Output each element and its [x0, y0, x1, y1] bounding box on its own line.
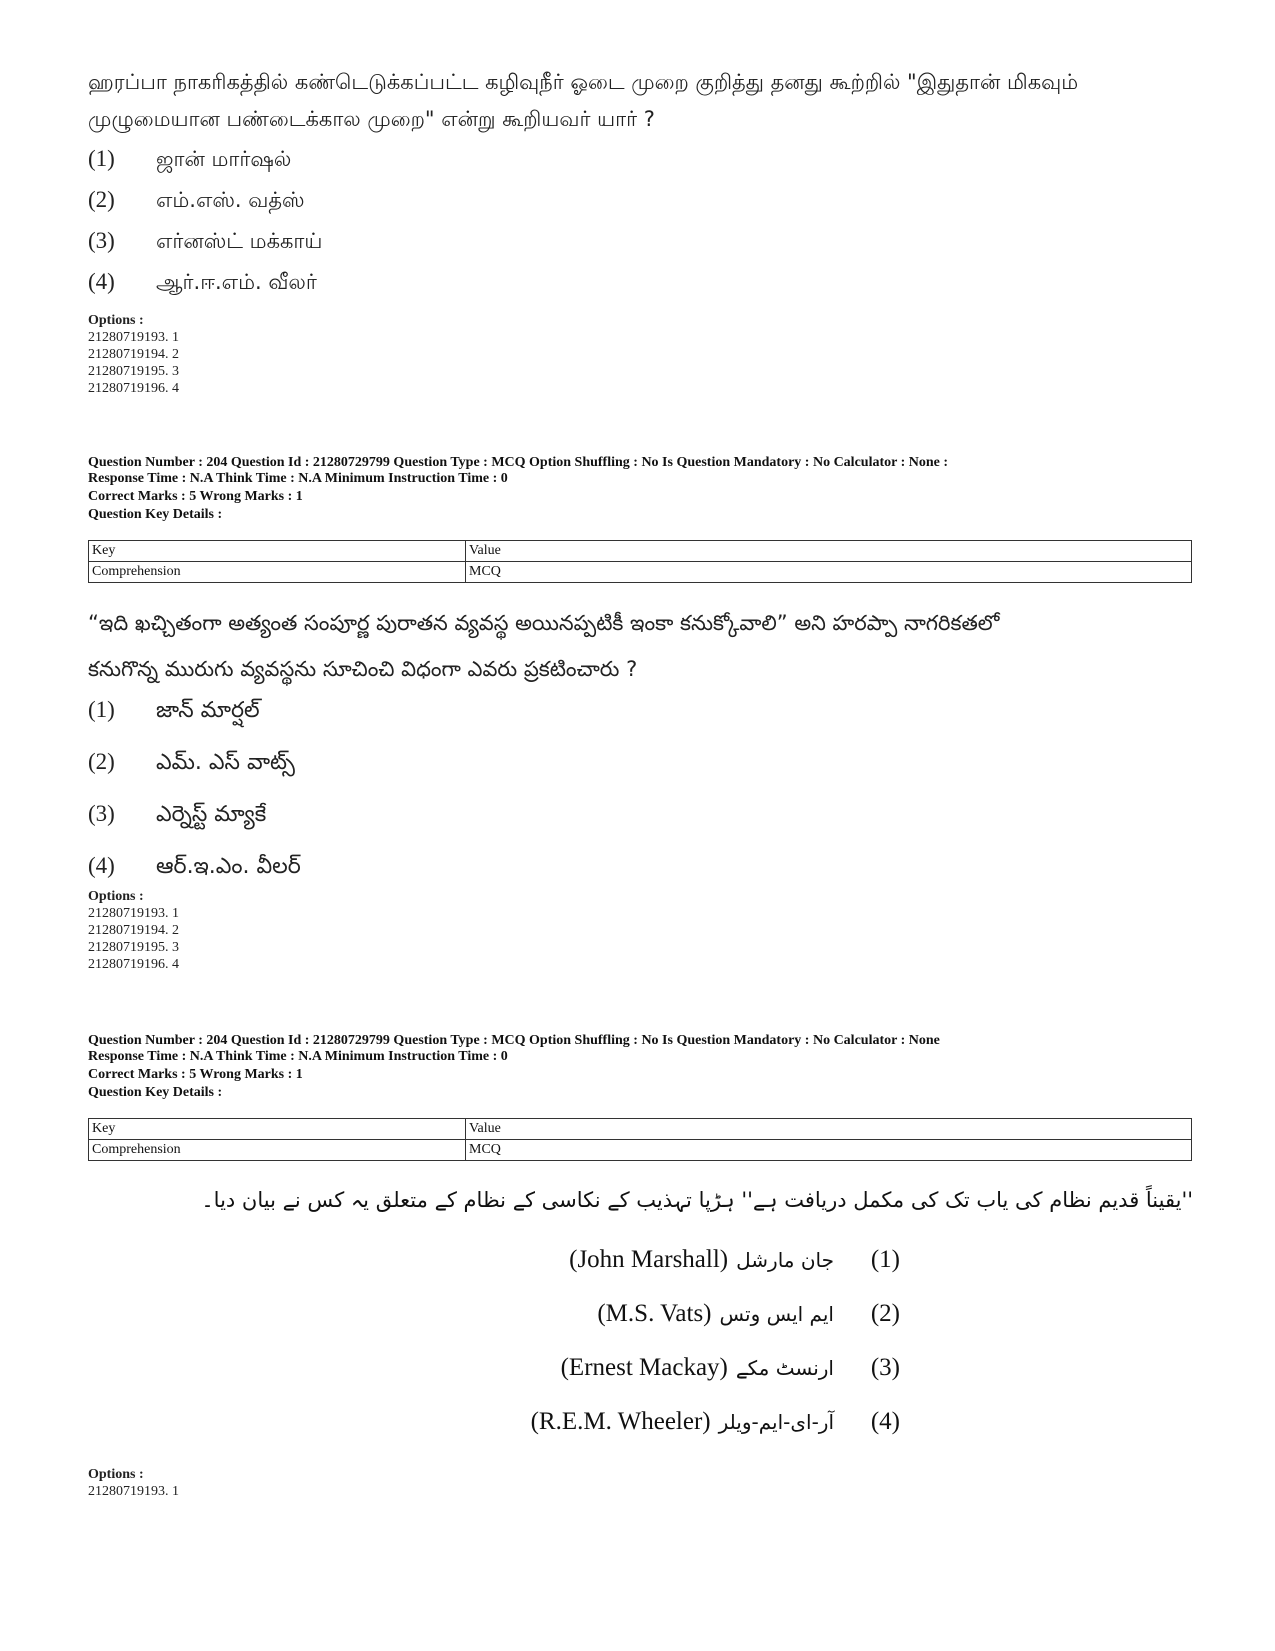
options-label: Options :	[88, 313, 144, 328]
option-urdu: ارنسٹ مکے	[735, 1356, 834, 1380]
tamil-option-4	[88, 261, 1188, 302]
tamil-option-2	[88, 179, 1188, 220]
option-english: (M.S. Vats)	[597, 1300, 712, 1327]
option-number: (4)	[88, 853, 115, 878]
option-id: 21280719196. 4	[88, 957, 179, 972]
table-header-value: Value	[466, 541, 1192, 562]
option-text: జాన్ మార్షల్	[156, 698, 260, 723]
tamil-option-3	[88, 220, 1188, 261]
table-cell-value: MCQ	[466, 1140, 1192, 1161]
table-cell-key: Comprehension	[89, 1140, 466, 1161]
option-text: ఆర్.ఇ.ఎం. వీలర్	[156, 854, 301, 879]
options-label: Options :	[88, 889, 144, 904]
table-cell-key: Comprehension	[89, 562, 466, 583]
option-id: 21280719194. 2	[88, 347, 179, 362]
option-text: ஆர்.ஈ.எம். வீலர்	[156, 270, 317, 294]
option-urdu: آر-ای-ایم-ویلر	[718, 1410, 834, 1434]
option-id: 21280719193. 1	[88, 1484, 179, 1499]
key-details-table-1	[88, 540, 1188, 583]
option-id: 21280719195. 3	[88, 940, 179, 955]
urdu-option-2	[300, 1286, 900, 1342]
option-number: (4)	[870, 1408, 900, 1435]
option-number: (1)	[88, 697, 115, 722]
meta-line: Question Key Details :	[88, 1085, 223, 1100]
option-id: 21280719193. 1	[88, 330, 179, 345]
meta-line: Correct Marks : 5 Wrong Marks : 1	[88, 1067, 303, 1082]
option-text: எம்.எஸ். வத்ஸ்	[156, 188, 305, 212]
options-label: Options :	[88, 1467, 144, 1482]
telugu-option-2	[88, 736, 1188, 788]
option-english: (John Marshall)	[569, 1246, 729, 1273]
option-urdu: ایم ایس وتس	[719, 1302, 834, 1326]
key-details-table-2	[88, 1118, 1188, 1161]
option-number: (2)	[88, 187, 115, 212]
question-line: “ఇది ఖచ్చితంగా అత్యంత సంపూర్ణ పురాతన వ్యవస్థ అయినప్పటికీ ఇంకా కనుక్కోవాలి” అని హరప్పా నాగరికతలో	[88, 611, 1000, 635]
urdu-option-1	[300, 1232, 900, 1288]
table-cell-value: MCQ	[466, 562, 1192, 583]
tamil-options-list	[88, 138, 1188, 302]
option-number: (1)	[870, 1246, 900, 1273]
telugu-option-1	[88, 684, 1188, 736]
telugu-options-ids	[88, 888, 1188, 973]
option-number: (4)	[88, 269, 115, 294]
meta-line: Question Number : 204 Question Id : 21280729799 Question Type : MCQ Option Shuffling : No Is Question Mandatory : No Calculator : None	[88, 1033, 940, 1048]
urdu-question-text: ''یقیناً قدیم نظام کی یاب تک کی مکمل دریافت ہے'' ہڑپا تہذیب کے نکاسی کے نظام کے متعلق یہ کس نے بیان دیا۔	[201, 1188, 1193, 1212]
telugu-question-text	[88, 600, 1188, 692]
question-line: కనుగొన్న మురుగు వ్యవస్థను సూచించి విధంగా ఎవరు ప్రకటించారు ?	[88, 657, 638, 681]
option-id: 21280719194. 2	[88, 923, 179, 938]
question-meta-2	[88, 1033, 1188, 1101]
option-number: (3)	[88, 801, 115, 826]
option-id: 21280719193. 1	[88, 906, 179, 921]
telugu-option-4	[88, 840, 1188, 892]
tamil-option-1	[88, 138, 1188, 179]
option-text: ఎర్నెస్ట్ మ్యాకే	[156, 802, 267, 827]
telugu-options-list	[88, 684, 1188, 892]
option-text: ఎమ్. ఎస్ వాట్స్	[156, 750, 295, 775]
option-number: (2)	[88, 749, 115, 774]
tamil-options-ids	[88, 312, 1188, 397]
option-number: (2)	[870, 1300, 900, 1327]
meta-line: Question Number : 204 Question Id : 21280729799 Question Type : MCQ Option Shuffling : No Is Question Mandatory : No Calculator : None :	[88, 455, 949, 470]
meta-line: Response Time : N.A Think Time : N.A Minimum Instruction Time : 0	[88, 1049, 508, 1064]
urdu-option-4	[300, 1394, 900, 1450]
meta-line: Correct Marks : 5 Wrong Marks : 1	[88, 489, 303, 504]
option-urdu: جان مارشل	[736, 1248, 834, 1272]
option-english: (Ernest Mackay)	[560, 1354, 728, 1381]
table-header-key: Key	[89, 1119, 466, 1140]
option-text: ஜான் மார்ஷல்	[156, 147, 292, 171]
telugu-option-3	[88, 788, 1188, 840]
table-header-key: Key	[89, 541, 466, 562]
meta-line: Response Time : N.A Think Time : N.A Minimum Instruction Time : 0	[88, 471, 508, 486]
question-meta-1	[88, 455, 1188, 523]
urdu-option-3	[300, 1340, 900, 1396]
option-english: (R.E.M. Wheeler)	[530, 1408, 711, 1435]
meta-line: Question Key Details :	[88, 507, 223, 522]
table-header-value: Value	[466, 1119, 1192, 1140]
option-text: எர்னஸ்ட் மக்காய்	[156, 229, 323, 253]
option-id: 21280719196. 4	[88, 381, 179, 396]
option-number: (3)	[870, 1354, 900, 1381]
urdu-options-ids	[88, 1466, 1188, 1500]
tamil-question-text: ஹரப்பா நாகரிகத்தில் கண்டெடுக்கப்பட்ட கழிவுநீர் ஓடை முறை குறித்து தனது கூற்றில் "இதுதான் மிகவும் முழுமையான பண்டைக்கால முறை" என்று கூறியவர் யார் ?	[88, 70, 1079, 131]
option-number: (3)	[88, 228, 115, 253]
option-id: 21280719195. 3	[88, 364, 179, 379]
option-number: (1)	[88, 146, 115, 171]
